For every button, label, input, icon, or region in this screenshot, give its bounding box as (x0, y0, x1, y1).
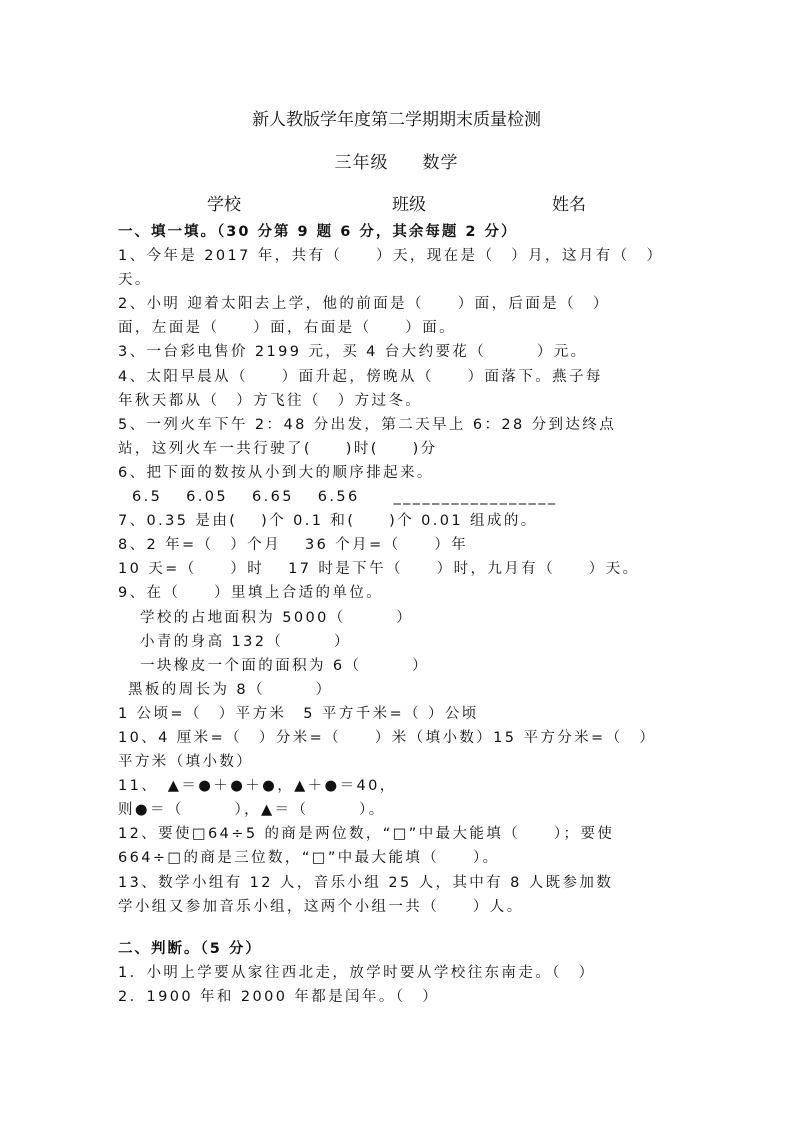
question-line: 学小组又参加音乐小组，这两个小组一共（ ）人。 (118, 898, 524, 915)
name-label: 姓名 (552, 195, 586, 215)
question-line: 天。 (118, 272, 152, 289)
question-line: 5、一列火车下午 2：48 分出发，第二天早上 6：28 分到达终点 (118, 416, 617, 433)
question-line: 9、在（ ）里填上合适的单位。 (118, 585, 384, 602)
question-line: 2、小明 迎着太阳去上学，他的前面是（ ）面，后面是（ ） (118, 296, 610, 313)
question-line: 8、2 年=（ ）个月 36 个月=（ ）年 (118, 537, 469, 554)
question-line: 7、0.35 是由( )个 0.1 和( )个 0.01 组成的。 (118, 513, 538, 530)
question-line: 站，这列火车一共行驶了( )时( )分 (118, 440, 438, 457)
unit-item: 小青的身高 132（ ） (140, 633, 351, 650)
grade-label: 三年级 (334, 153, 389, 173)
subject-label: 数学 (422, 153, 459, 173)
question-line: 面，左面是（ ）面，右面是（ ）面。 (118, 320, 456, 337)
question-line: 664÷□的商是三位数，“□”中最大能填（ ）。 (118, 850, 500, 867)
grade-subject (0, 148, 793, 173)
question-line: 则●＝（ ），▲＝（ ）。 (118, 802, 386, 819)
spacer (118, 919, 678, 937)
question-line: 1 公顷=（ ）平方米 5 平方千米=（ ）公顷 (118, 705, 479, 722)
question-line: 2．1900 年和 2000 年都是闰年。（ ） (118, 988, 440, 1005)
question-line: 1．小明上学要从家往西北走，放学时要从学校往东南走。（ ） (118, 964, 596, 981)
unit-item: 一块橡皮一个面的面积为 6（ ） (140, 657, 430, 674)
unit-item: 黑板的周长为 8（ ） (128, 681, 333, 698)
question-line: 年秋天都从（ ）方飞往（ ）方过冬。 (118, 392, 423, 409)
question-line: 4、太阳早晨从（ ）面升起，傍晚从（ ）面落下。燕子每 (118, 368, 603, 385)
question-line: 12、要使□64÷5 的商是两位数，“□”中最大能填（ ）；要使 (118, 826, 615, 843)
question-line: 10、4 厘米=（ ）分米=（ ）米（填小数）15 平方分米=（ ） (118, 729, 657, 746)
number-sort-line: 6.5 6.05 6.65 6.56 _________________ (132, 489, 558, 506)
question-line: 11、 ▲＝●＋●＋●，▲＋●＝40， (118, 778, 397, 795)
question-line: 3、一台彩电售价 2199 元，买 4 台大约要花（ ）元。 (118, 344, 588, 361)
section2-heading: 二、判断。（5 分） (118, 940, 262, 957)
exam-title: 新人教版学年度第二学期期末质量检测 (252, 110, 541, 130)
unit-item: 学校的占地面积为 5000（ ） (140, 609, 414, 626)
section1-heading: 一、填一填。（30 分第 9 题 6 分，其余每题 2 分） (118, 224, 518, 240)
class-label: 班级 (392, 195, 426, 215)
school-label: 学校 (207, 195, 241, 215)
question-line: 10 天=（ ）时 17 时是下午（ ）时，九月有（ ）天。 (118, 561, 640, 578)
question-line: 1、今年是 2017 年，共有（ ）天，现在是（ ）月，这月有（ ） (118, 248, 664, 265)
question-line: 13、数学小组有 12 人，音乐小组 25 人，其中有 8 人既参加数 (118, 874, 614, 891)
question-line: 平方米（填小数） (118, 754, 254, 771)
exam-body (118, 220, 678, 1009)
question-line: 6、把下面的数按从小到大的顺序排起来。 (118, 464, 434, 481)
